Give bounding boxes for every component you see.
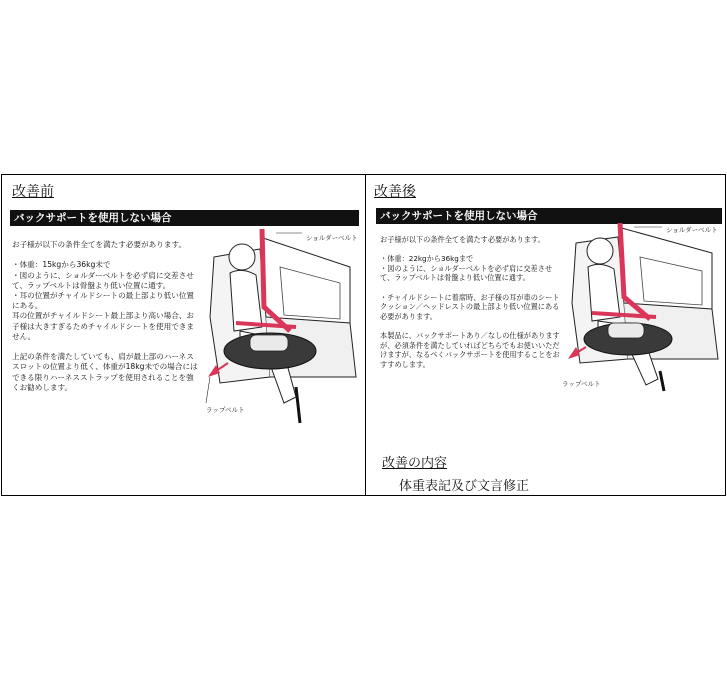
after-shoulder-belt-label: ショルダーベルト — [666, 226, 718, 234]
after-body-text: お子様が以下の条件全てを満たす必要があります。 ・体重：22kgから36kgまで ・図のように、ショルダーベルトを必ず肩に交差させて、ラップベルトは骨盤より低い位置に通す。 ・チャイルドシートに着席時、お子様の耳が車のシートクッション／ヘッドレストの最上部より低い位置にある必要があります。 本製品に、バックサポートあり／なしの仕様がありますが、必須条件を満たしていればどちらでもお使いいただけますが、なるべくバックサポートを使用することをおすすめします。 — [380, 235, 560, 369]
before-section-bar: バックサポートを使用しない場合 — [10, 210, 359, 226]
after-section-bar: バックサポートを使用しない場合 — [376, 208, 722, 224]
before-child-seat-illustration — [200, 227, 364, 427]
after-title: 改善後 — [374, 184, 416, 200]
after-panel — [366, 175, 726, 495]
after-child-seat-illustration — [562, 223, 724, 393]
improvement-title: 改善の内容 — [382, 456, 448, 471]
comparison-table — [1, 174, 726, 496]
improvement-description: 体重表記及び文言修正 — [399, 479, 530, 494]
before-panel — [2, 175, 365, 495]
before-shoulder-belt-label: ショルダーベルト — [306, 234, 358, 242]
before-title: 改善前 — [12, 184, 54, 200]
after-lap-belt-label: ラップベルト — [562, 380, 601, 388]
child-seat-drawing-after — [562, 223, 724, 393]
before-lap-belt-label: ラップベルト — [206, 406, 245, 414]
child-seat-drawing — [200, 227, 364, 427]
before-body-text: お子様が以下の条件全てを満たす必要があります。 ・体重：15kgから36kg未で ・図のように、ショルダーベルトを必ず肩に交差させて、ラップベルトは骨盤より低い位置に通す。 ・耳の位置がチャイルドシートの最上部より低い位置にある。 耳の位置がチャイルドシート最上部より高い場合、お子様は大きすぎるためチャイルドシートを使用できません。 上記の条件を満たしていても、肩が最上部のハーネススロットの位置より低く、体重が18kg未での場合にはできる限りハーネスストラップを使用されることを強くお勧めします。 — [12, 240, 198, 392]
